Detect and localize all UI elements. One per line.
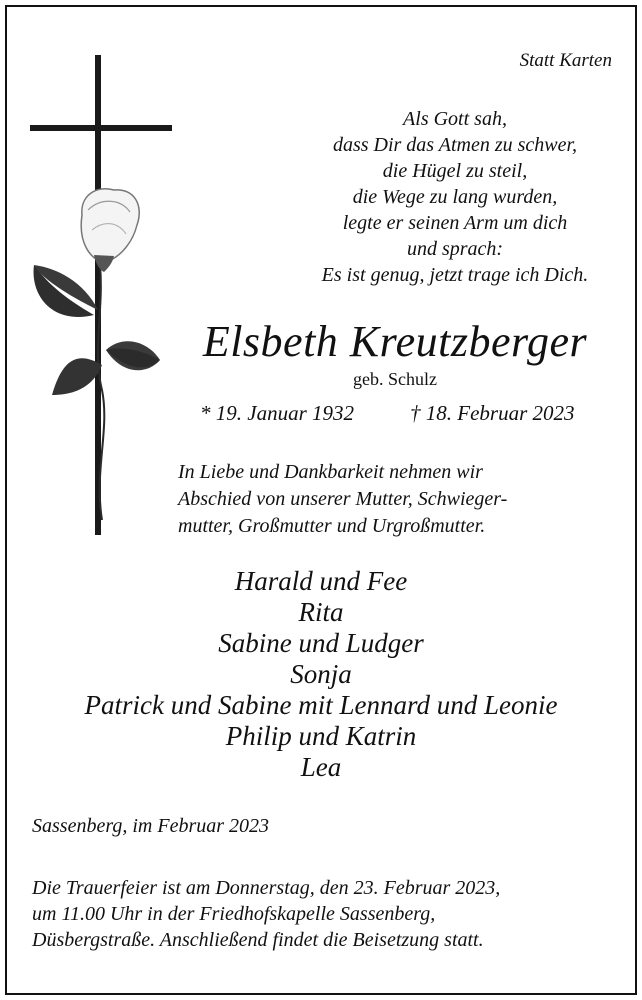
family-member: Sabine und Ludger bbox=[218, 628, 424, 658]
notice-type: Statt Karten bbox=[519, 50, 612, 71]
family-member: Rita bbox=[298, 597, 344, 627]
message-line: In Liebe und Dankbarkeit nehmen wir bbox=[178, 461, 483, 483]
farewell-message bbox=[178, 459, 507, 540]
birth-date: * 19. Januar 1932 bbox=[200, 401, 354, 425]
poem-line: legte er seinen Arm um dich bbox=[342, 212, 568, 234]
family-member: Philip und Katrin bbox=[225, 721, 417, 751]
message-line: mutter, Großmutter und Urgroßmutter. bbox=[178, 515, 486, 537]
death-date: † 18. Februar 2023 bbox=[410, 401, 575, 425]
place-date: Sassenberg, im Februar 2023 bbox=[32, 815, 270, 837]
family-list bbox=[0, 566, 642, 783]
family-member: Harald und Fee bbox=[234, 566, 408, 596]
poem-line: Es ist genug, jetzt trage ich Dich. bbox=[321, 264, 589, 286]
poem-line: Als Gott sah, bbox=[403, 108, 507, 130]
poem bbox=[295, 106, 615, 288]
poem-line: die Wege zu lang wurden, bbox=[352, 186, 558, 208]
maiden-name: geb. Schulz bbox=[353, 369, 437, 389]
funeral-line: um 11.00 Uhr in der Friedhofskapelle Sassenberg, bbox=[32, 903, 436, 925]
funeral-line: Die Trauerfeier ist am Donnerstag, den 23. Februar 2023, bbox=[32, 877, 501, 899]
funeral-info bbox=[32, 875, 500, 953]
message-line: Abschied von unserer Mutter, Schwieger- bbox=[178, 488, 508, 510]
family-member: Lea bbox=[300, 752, 342, 782]
cross-with-rose-icon bbox=[22, 50, 182, 540]
funeral-line: Düsbergstraße. Anschließend findet die Beisetzung statt. bbox=[32, 929, 484, 951]
poem-line: und sprach: bbox=[406, 238, 504, 260]
deceased-name: Elsbeth Kreutzberger bbox=[202, 317, 588, 366]
poem-line: dass Dir das Atmen zu schwer, bbox=[332, 134, 578, 156]
family-member: Sonja bbox=[290, 659, 352, 689]
poem-line: die Hügel zu steil, bbox=[382, 160, 528, 182]
family-member: Patrick und Sabine mit Lennard und Leonie bbox=[84, 690, 558, 720]
